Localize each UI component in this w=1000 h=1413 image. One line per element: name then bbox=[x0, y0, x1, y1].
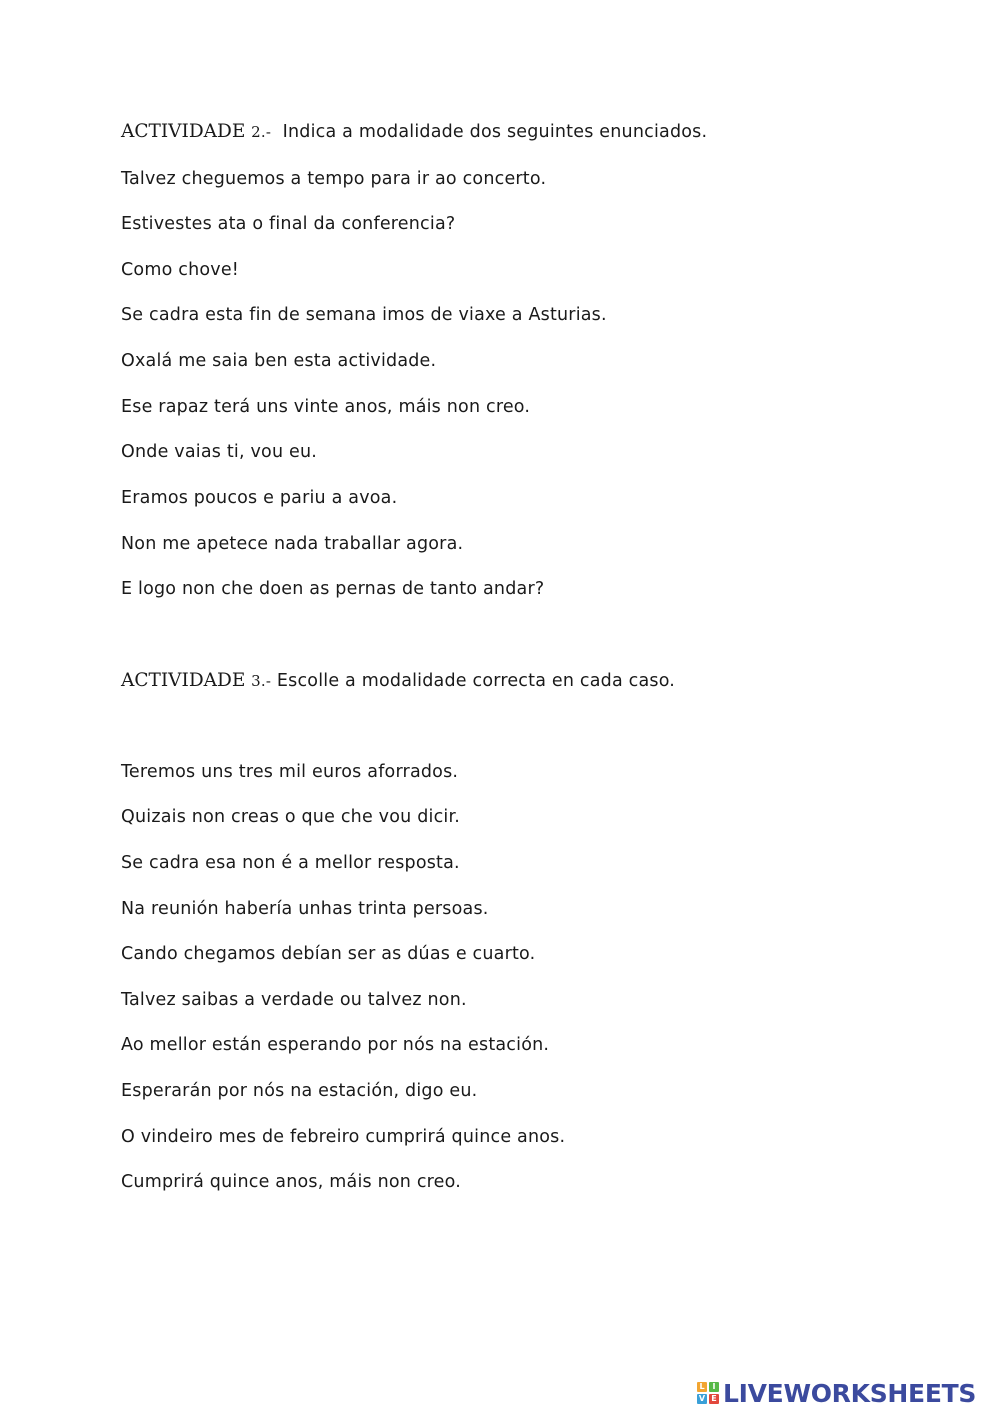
logo-tile: V bbox=[698, 1394, 706, 1403]
activity-2-sentence: Eramos poucos e pariu a avoa. bbox=[121, 488, 398, 508]
activity-3-sentence: Cumprirá quince anos, máis non creo. bbox=[121, 1172, 461, 1192]
activity-2-instruction: Indica a modalidade dos seguintes enunciados. bbox=[282, 122, 708, 142]
logo-tile: I bbox=[709, 1382, 719, 1392]
activity-2-sentence: E logo non che doen as pernas de tanto andar? bbox=[121, 579, 545, 599]
activity-3-sentence: Cando chegamos debían ser as dúas e cuarto. bbox=[121, 944, 536, 964]
activity-3-label: ACTIVIDADE bbox=[121, 670, 246, 691]
activity-3-sentence: Na reunión habería unhas trinta persoas. bbox=[121, 899, 489, 919]
activity-3-number: 3.- bbox=[251, 672, 272, 690]
activity-3-heading bbox=[121, 670, 675, 692]
activity-2-sentence: Talvez cheguemos a tempo para ir ao concerto. bbox=[121, 169, 547, 189]
activity-3-sentence: Teremos uns tres mil euros aforrados. bbox=[121, 762, 459, 782]
activity-3-sentence: Esperarán por nós na estación, digo eu. bbox=[121, 1081, 478, 1101]
logo-tile: L bbox=[697, 1382, 707, 1392]
activity-3-sentence: Se cadra esa non é a mellor resposta. bbox=[121, 853, 460, 873]
activity-2-sentence: Non me apetece nada traballar agora. bbox=[121, 534, 464, 554]
activity-2-heading bbox=[121, 121, 707, 143]
activity-3-sentence: Ao mellor están esperando por nós na estación. bbox=[121, 1035, 550, 1055]
activity-2-sentence: Onde vaias ti, vou eu. bbox=[121, 442, 318, 462]
activity-2-sentence: Como chove! bbox=[121, 260, 240, 280]
logo-text: LIVEWORKSHEETS bbox=[723, 1378, 977, 1408]
logo-mark-icon bbox=[697, 1382, 719, 1404]
liveworksheets-logo bbox=[697, 1376, 976, 1410]
activity-3-sentence: O vindeiro mes de febreiro cumprirá quince anos. bbox=[121, 1127, 566, 1147]
activity-2-sentence: Estivestes ata o final da conferencia? bbox=[121, 214, 456, 234]
activity-2-sentence: Oxalá me saia ben esta actividade. bbox=[121, 351, 437, 371]
activity-3-instruction: Escolle a modalidade correcta en cada caso. bbox=[276, 671, 676, 691]
activity-3-sentence: Quizais non creas o que che vou dicir. bbox=[121, 807, 460, 827]
activity-2-number: 2.- bbox=[251, 123, 272, 141]
activity-2-sentence: Se cadra esta fin de semana imos de viaxe a Asturias. bbox=[121, 305, 607, 325]
activity-2-sentence: Ese rapaz terá uns vinte anos, máis non creo. bbox=[121, 397, 531, 417]
logo-tile: E bbox=[709, 1394, 719, 1404]
activity-2-label: ACTIVIDADE bbox=[121, 121, 246, 142]
activity-3-sentence: Talvez saibas a verdade ou talvez non. bbox=[121, 990, 467, 1010]
